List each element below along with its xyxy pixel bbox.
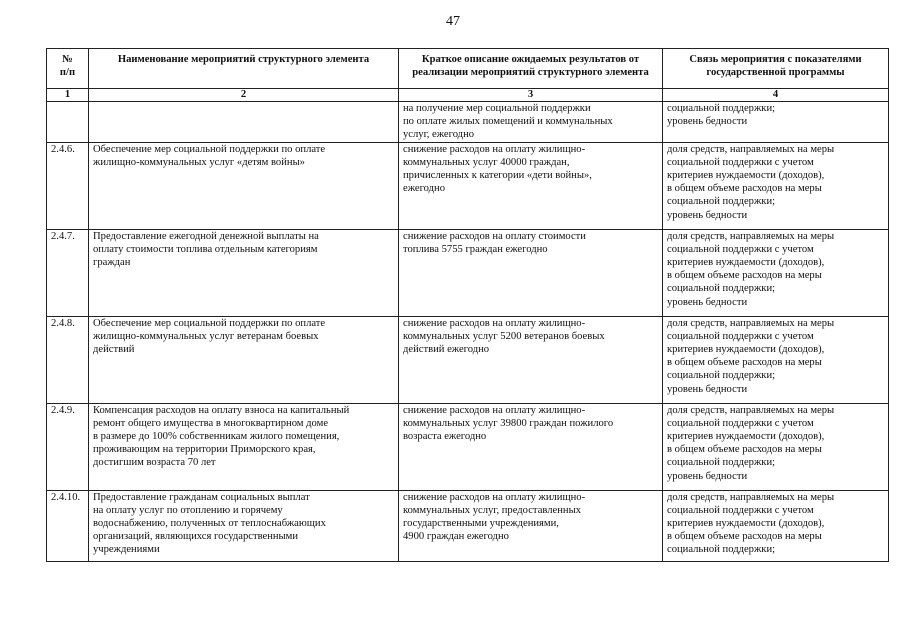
expected-result-cell-text — [403, 230, 658, 256]
text-line: доля средств, направляемых на меры — [667, 143, 835, 155]
measure-name-cell — [89, 229, 399, 316]
program-link-cell-text — [667, 404, 884, 483]
expected-result-cell — [399, 403, 663, 490]
table-row — [47, 229, 889, 316]
text-line: Предоставление гражданам социальных выплат — [93, 491, 310, 503]
text-line: доля средств, направляемых на меры — [667, 317, 835, 329]
text-line: Компенсация расходов на оплату взноса на капитальный — [93, 404, 350, 416]
expected-result-cell-text — [403, 404, 658, 444]
row-number: 2.4.10. — [47, 490, 89, 561]
text-line: социальной поддержки с учетом — [667, 504, 814, 516]
text-line: социальной поддержки с учетом — [667, 243, 814, 255]
expected-result-cell — [399, 490, 663, 561]
header-measure-name-label: Наименование мероприятий структурного элемента — [117, 54, 370, 65]
measure-name-cell — [89, 316, 399, 403]
text-line: снижение расходов на оплату жилищно- — [403, 143, 586, 155]
header-program-link-label: Связь мероприятия с показателями государственной программы — [689, 54, 862, 78]
text-line: социальной поддержки с учетом — [667, 330, 814, 342]
table-row — [47, 490, 889, 561]
header-program-link — [663, 49, 889, 89]
text-line: в общем объеме расходов на меры — [667, 444, 822, 456]
text-line: достигшим возраста 70 лет — [93, 457, 216, 469]
column-number: 3 — [399, 89, 663, 102]
program-link-cell — [663, 316, 889, 403]
text-line: коммунальных услуг 5200 ветеранов боевых — [403, 330, 605, 342]
measure-name-cell — [89, 102, 399, 143]
expected-result-cell-text — [403, 317, 658, 357]
program-link-cell-text — [667, 317, 884, 396]
header-number — [47, 49, 89, 89]
row-number — [47, 102, 89, 143]
column-number-row — [47, 89, 889, 102]
text-line: социальной поддержки; — [667, 283, 776, 295]
row-number: 2.4.7. — [47, 229, 89, 316]
text-line: по оплате жилых помещений и коммунальных — [403, 116, 613, 128]
column-number: 2 — [89, 89, 399, 102]
text-line: снижение расходов на оплату жилищно- — [403, 404, 586, 416]
text-line: на получение мер социальной поддержки — [403, 103, 591, 114]
text-line: доля средств, направляемых на меры — [667, 230, 835, 242]
expected-result-cell-text — [403, 491, 658, 544]
row-number: 2.4.8. — [47, 316, 89, 403]
text-line: коммунальных услуг 39800 граждан пожилого — [403, 417, 614, 429]
text-line: топлива 5755 граждан ежегодно — [403, 243, 548, 255]
measure-name-cell — [89, 403, 399, 490]
text-line: социальной поддержки; — [667, 103, 776, 114]
program-link-cell-text — [667, 143, 884, 222]
measures-table — [46, 48, 889, 562]
expected-result-cell — [399, 316, 663, 403]
text-line: критериев нуждаемости (доходов), — [667, 170, 825, 182]
text-line: на оплату услуг по отоплению и горячему — [93, 504, 283, 516]
text-line: проживающим на территории Приморского края, — [93, 444, 316, 456]
text-line: уровень бедности — [667, 383, 748, 395]
text-line: в размере до 100% собственникам жилого помещения, — [93, 431, 340, 443]
measure-name-cell-text — [93, 491, 394, 557]
table-row — [47, 102, 889, 143]
text-line: граждан — [93, 257, 131, 269]
text-line: Обеспечение мер социальной поддержки по оплате — [93, 143, 326, 155]
text-line: критериев нуждаемости (доходов), — [667, 257, 825, 269]
text-line: 4900 граждан ежегодно — [403, 531, 509, 543]
text-line: социальной поддержки с учетом — [667, 417, 814, 429]
text-line: социальной поддержки; — [667, 544, 776, 556]
table-body — [47, 102, 889, 562]
text-line: коммунальных услуг 40000 граждан, — [403, 156, 570, 168]
text-line: уровень бедности — [667, 296, 748, 308]
table-row — [47, 403, 889, 490]
text-line: доля средств, направляемых на меры — [667, 404, 835, 416]
program-link-cell — [663, 102, 889, 143]
expected-result-cell — [399, 229, 663, 316]
text-line: водоснабжению, полученных от теплоснабжающих — [93, 518, 326, 530]
header-measure-name — [89, 49, 399, 89]
expected-result-cell-text — [403, 102, 658, 142]
expected-result-cell-text — [403, 143, 658, 196]
text-line: снижение расходов на оплату жилищно- — [403, 317, 586, 329]
measure-name-cell-text — [93, 143, 394, 169]
measure-name-cell-text — [93, 317, 394, 357]
text-line: социальной поддержки с учетом — [667, 156, 814, 168]
text-line: уровень бедности — [667, 116, 748, 128]
row-number: 2.4.6. — [47, 142, 89, 229]
text-line: социальной поддержки; — [667, 457, 776, 469]
table-row — [47, 142, 889, 229]
measure-name-cell — [89, 490, 399, 561]
header-expected-results-label: Краткое описание ожидаемых результатов от реализации мероприятий структурного элемента — [412, 54, 649, 78]
text-line: социальной поддержки; — [667, 196, 776, 208]
column-number: 1 — [47, 89, 89, 102]
text-line: причисленных к категории «дети войны», — [403, 170, 592, 182]
text-line: в общем объеме расходов на меры — [667, 183, 822, 195]
text-line: действий ежегодно — [403, 344, 490, 356]
program-link-cell — [663, 403, 889, 490]
text-line: критериев нуждаемости (доходов), — [667, 344, 825, 356]
measure-name-cell-text — [93, 404, 394, 470]
program-link-cell-text — [667, 230, 884, 309]
measure-name-cell — [89, 142, 399, 229]
text-line: возраста ежегодно — [403, 431, 487, 443]
text-line: ремонт общего имущества в многоквартирном доме — [93, 417, 329, 429]
table-header-row — [47, 49, 889, 89]
text-line: снижение расходов на оплату жилищно- — [403, 491, 586, 503]
text-line: снижение расходов на оплату стоимости — [403, 230, 586, 242]
text-line: критериев нуждаемости (доходов), — [667, 431, 825, 443]
text-line: действий — [93, 344, 135, 356]
measure-name-cell-text — [93, 230, 394, 270]
text-line: жилищно-коммунальных услуг ветеранам боевых — [93, 330, 319, 342]
column-number: 4 — [663, 89, 889, 102]
text-line: в общем объеме расходов на меры — [667, 531, 822, 543]
text-line: услуг, ежегодно — [403, 129, 475, 141]
text-line: жилищно-коммунальных услуг «детям войны» — [93, 156, 305, 168]
expected-result-cell — [399, 142, 663, 229]
text-line: социальной поддержки; — [667, 370, 776, 382]
text-line: государственными учреждениями, — [403, 518, 559, 530]
header-number-label: № п/п — [59, 54, 76, 78]
program-link-cell — [663, 229, 889, 316]
page-number: 47 — [446, 14, 460, 29]
program-link-cell-text — [667, 102, 884, 128]
text-line: оплату стоимости топлива отдельным категориям — [93, 243, 318, 255]
text-line: ежегодно — [403, 183, 446, 195]
text-line: уровень бедности — [667, 209, 748, 221]
text-line: доля средств, направляемых на меры — [667, 491, 835, 503]
program-link-cell-text — [667, 491, 884, 557]
program-link-cell — [663, 142, 889, 229]
program-link-cell — [663, 490, 889, 561]
table-row — [47, 316, 889, 403]
text-line: уровень бедности — [667, 470, 748, 482]
header-expected-results — [399, 49, 663, 89]
text-line: коммунальных услуг, предоставленных — [403, 504, 581, 516]
text-line: в общем объеме расходов на меры — [667, 357, 822, 369]
text-line: Предоставление ежегодной денежной выплаты на — [93, 230, 319, 242]
text-line: Обеспечение мер социальной поддержки по оплате — [93, 317, 326, 329]
text-line: критериев нуждаемости (доходов), — [667, 518, 825, 530]
row-number: 2.4.9. — [47, 403, 89, 490]
expected-result-cell — [399, 102, 663, 143]
text-line: в общем объеме расходов на меры — [667, 270, 822, 282]
text-line: учреждениями — [93, 544, 160, 556]
text-line: организаций, являющихся государственными — [93, 531, 299, 543]
